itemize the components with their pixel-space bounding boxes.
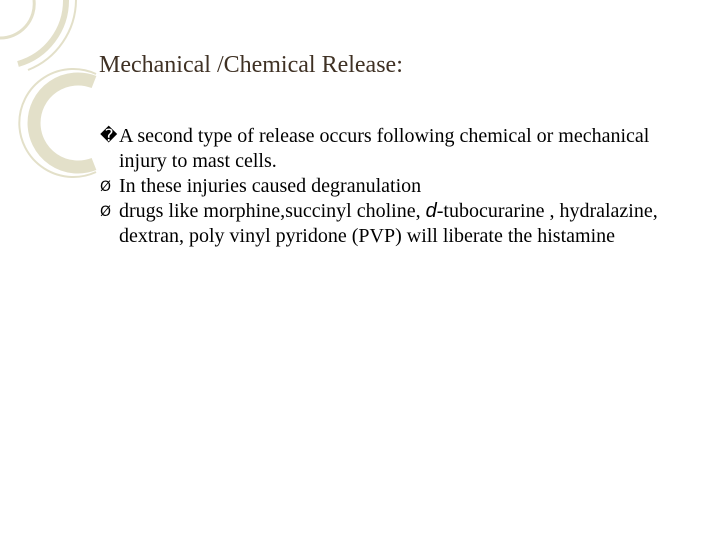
bullet-item: [100, 199, 700, 249]
bullet-item: [100, 124, 700, 174]
bullet-text: A second type of release occurs following chemical or mechanical injury to mast cells.: [119, 125, 650, 172]
bullet-text-part: drugs like morphine,succinyl choline,: [119, 200, 426, 222]
bullet-arrow-icon: Ø: [100, 204, 112, 220]
bullet-italic-text: d: [425, 200, 437, 222]
bullet-list: [100, 124, 700, 249]
bullet-text: In these injuries caused degranulation: [119, 175, 422, 197]
bullet-item: [100, 174, 700, 199]
decoration-ring: [34, 79, 94, 167]
bullet-text-part: -tubocurarine , hydralazine, dextran, poly vinyl pyridone (PVP) will liberate the histamine: [119, 200, 658, 247]
decoration-top-arc: [18, 0, 66, 64]
decoration-top-arc: [0, 0, 34, 38]
bullet-box-icon: �: [100, 126, 118, 146]
slide-title: Mechanical /Chemical Release:: [99, 52, 403, 78]
corner-decoration: [0, 0, 110, 190]
bullet-arrow-icon: Ø: [100, 179, 112, 195]
